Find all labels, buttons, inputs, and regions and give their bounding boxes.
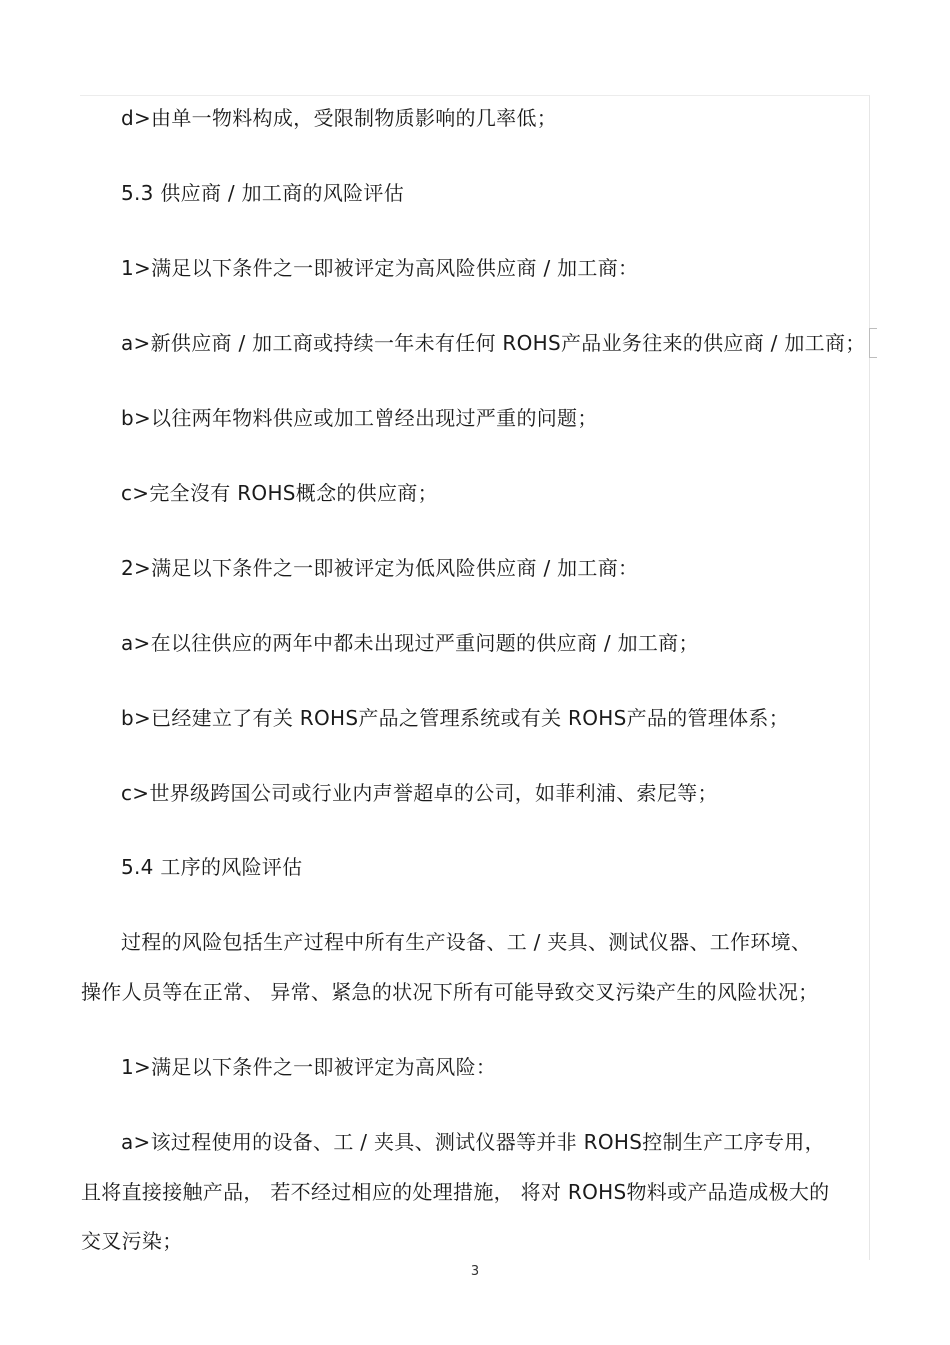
margin-bracket-mark: [869, 328, 877, 358]
paragraph-line: 且将直接接触产品， 若不经过相应的处理措施， 将对 ROHS物料或产品造成极大的: [81, 1180, 830, 1204]
page-number: 3: [470, 1264, 480, 1279]
text-line: c>完全沒有 ROHS概念的供应商；: [121, 481, 438, 505]
text-line: d>由单一物料构成，受限制物质影响的几率低；: [121, 106, 558, 130]
section-heading: 5.3 供应商 / 加工商的风险评估: [121, 181, 405, 205]
paragraph-line: 交叉污染；: [81, 1229, 183, 1253]
section-heading: 5.4 工序的风险评估: [121, 855, 303, 879]
paragraph-line: 操作人员等在正常、 异常、紧急的状况下所有可能导致交叉污染产生的风险状况；: [81, 980, 819, 1004]
text-line: b>已经建立了有关 ROHS产品之管理系统或有关 ROHS产品的管理体系；: [121, 706, 790, 730]
text-line: 1>满足以下条件之一即被评定为高风险供应商 / 加工商：: [121, 256, 639, 280]
text-line: 2>满足以下条件之一即被评定为低风险供应商 / 加工商：: [121, 556, 639, 580]
text-line: b>以往两年物料供应或加工曾经出现过严重的问题；: [121, 406, 598, 430]
paragraph-line: 过程的风险包括生产过程中所有生产设备、工 / 夹具、测试仪器、工作环境、: [121, 930, 812, 954]
text-line: a>新供应商 / 加工商或持续一年未有任何 ROHS产品业务往来的供应商 / 加工商；: [121, 331, 866, 355]
paragraph-line: a>该过程使用的设备、工 / 夹具、测试仪器等并非 ROHS控制生产工序专用，: [121, 1130, 825, 1154]
text-line: 1>满足以下条件之一即被评定为高风险：: [121, 1055, 497, 1079]
text-line: c>世界级跨国公司或行业内声誉超卓的公司，如菲利浦、索尼等；: [121, 781, 718, 805]
text-line: a>在以往供应的两年中都未出现过严重问题的供应商 / 加工商；: [121, 631, 699, 655]
